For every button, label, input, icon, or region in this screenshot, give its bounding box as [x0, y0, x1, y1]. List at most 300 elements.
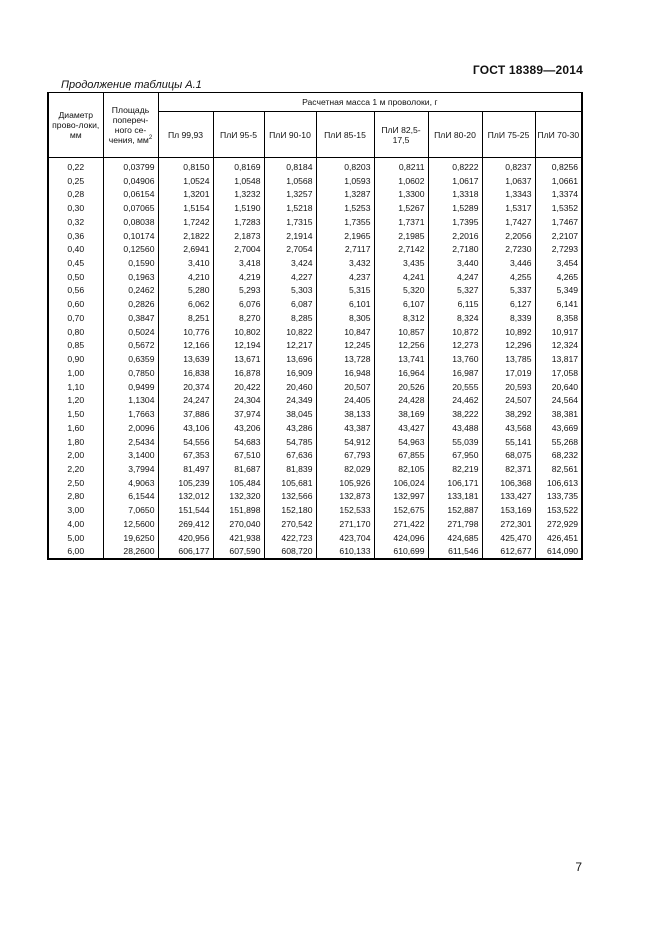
- diameter-cell: 0,25: [48, 174, 103, 188]
- mass-cell: 6,127: [482, 297, 535, 311]
- diameter-cell: 1,50: [48, 407, 103, 421]
- mass-cell: 1,7427: [482, 215, 535, 229]
- mass-cell: 1,0593: [316, 174, 374, 188]
- table-row: [48, 503, 582, 517]
- mass-cell: 2,2107: [535, 229, 582, 243]
- mass-cell: 2,2016: [428, 229, 482, 243]
- mass-cell: 68,232: [535, 448, 582, 462]
- table-row: [48, 215, 582, 229]
- table-row: [48, 462, 582, 476]
- mass-cell: 13,696: [264, 352, 316, 366]
- mass-cell: 24,564: [535, 393, 582, 407]
- mass-cell: 3,435: [374, 256, 428, 270]
- mass-cell: 3,440: [428, 256, 482, 270]
- mass-cell: 132,873: [316, 490, 374, 504]
- mass-cell: 106,171: [428, 476, 482, 490]
- mass-cell: 2,1914: [264, 229, 316, 243]
- mass-cell: 5,280: [158, 284, 213, 298]
- mass-cell: 1,3343: [482, 187, 535, 201]
- area-cell: 3,7994: [103, 462, 158, 476]
- mass-cell: 24,349: [264, 393, 316, 407]
- mass-cell: 422,723: [264, 531, 316, 545]
- mass-cell: 270,542: [264, 517, 316, 531]
- mass-cell: 106,613: [535, 476, 582, 490]
- mass-cell: 43,669: [535, 421, 582, 435]
- table-row: [48, 476, 582, 490]
- mass-cell: 43,286: [264, 421, 316, 435]
- mass-cell: 82,219: [428, 462, 482, 476]
- area-header: [103, 93, 158, 158]
- area-cell: 2,5434: [103, 435, 158, 449]
- area-cell: 0,5672: [103, 339, 158, 353]
- mass-cell: 0,8256: [535, 158, 582, 174]
- table-row: [48, 158, 582, 174]
- mass-cell: 24,247: [158, 393, 213, 407]
- table-row: [48, 531, 582, 545]
- mass-cell: 1,7283: [213, 215, 264, 229]
- mass-cell: 132,566: [264, 490, 316, 504]
- table-row: [48, 229, 582, 243]
- table-row: [48, 380, 582, 394]
- area-cell: 4,9063: [103, 476, 158, 490]
- area-header-text: Площадь попереч-ного се-чения, мм: [108, 105, 150, 145]
- mass-cell: 3,424: [264, 256, 316, 270]
- table-row: [48, 201, 582, 215]
- mass-cell: 5,349: [535, 284, 582, 298]
- mass-cell: 608,720: [264, 545, 316, 560]
- mass-cell: 38,169: [374, 407, 428, 421]
- area-cell: 0,2462: [103, 284, 158, 298]
- diameter-cell: 0,80: [48, 325, 103, 339]
- diameter-cell: 2,50: [48, 476, 103, 490]
- table-row: [48, 339, 582, 353]
- mass-cell: 2,1965: [316, 229, 374, 243]
- alloy-header: Пл 99,93: [158, 112, 213, 158]
- area-cell: 0,07065: [103, 201, 158, 215]
- mass-cell: 133,735: [535, 490, 582, 504]
- mass-cell: 13,817: [535, 352, 582, 366]
- mass-cell: 6,141: [535, 297, 582, 311]
- mass-cell: 272,301: [482, 517, 535, 531]
- mass-cell: 5,315: [316, 284, 374, 298]
- mass-cell: 10,822: [264, 325, 316, 339]
- mass-cell: 3,410: [158, 256, 213, 270]
- table-row: [48, 366, 582, 380]
- mass-cell: 132,997: [374, 490, 428, 504]
- mass-cell: 12,217: [264, 339, 316, 353]
- table-row: [48, 174, 582, 188]
- mass-cell: 614,090: [535, 545, 582, 560]
- mass-cell: 4,210: [158, 270, 213, 284]
- mass-cell: 4,227: [264, 270, 316, 284]
- mass-cell: 24,462: [428, 393, 482, 407]
- mass-cell: 37,974: [213, 407, 264, 421]
- mass-cell: 10,892: [482, 325, 535, 339]
- diameter-cell: 2,00: [48, 448, 103, 462]
- mass-cell: 81,497: [158, 462, 213, 476]
- mass-cell: 132,012: [158, 490, 213, 504]
- mass-cell: 0,8184: [264, 158, 316, 174]
- mass-cell: 5,320: [374, 284, 428, 298]
- mass-cell: 152,180: [264, 503, 316, 517]
- mass-cell: 8,270: [213, 311, 264, 325]
- diameter-cell: 1,00: [48, 366, 103, 380]
- diameter-cell: 5,00: [48, 531, 103, 545]
- mass-cell: 612,677: [482, 545, 535, 560]
- mass-cell: 43,106: [158, 421, 213, 435]
- mass-cell: 54,912: [316, 435, 374, 449]
- mass-cell: 8,358: [535, 311, 582, 325]
- mass-cell: 13,785: [482, 352, 535, 366]
- alloy-header: ПлИ 80-20: [428, 112, 482, 158]
- mass-cell: 610,699: [374, 545, 428, 560]
- mass-cell: 133,427: [482, 490, 535, 504]
- mass-cell: 13,639: [158, 352, 213, 366]
- alloy-header: ПлИ 75-25: [482, 112, 535, 158]
- mass-cell: 1,5154: [158, 201, 213, 215]
- mass-cell: 55,141: [482, 435, 535, 449]
- mass-cell: 1,5352: [535, 201, 582, 215]
- diameter-cell: 0,45: [48, 256, 103, 270]
- mass-cell: 12,256: [374, 339, 428, 353]
- mass-cell: 20,460: [264, 380, 316, 394]
- mass-cell: 82,029: [316, 462, 374, 476]
- mass-cell: 17,058: [535, 366, 582, 380]
- mass-cell: 0,8169: [213, 158, 264, 174]
- mass-cell: 10,917: [535, 325, 582, 339]
- mass-cell: 54,683: [213, 435, 264, 449]
- area-cell: 0,6359: [103, 352, 158, 366]
- diameter-cell: 1,20: [48, 393, 103, 407]
- mass-cell: 1,0617: [428, 174, 482, 188]
- mass-cell: 12,296: [482, 339, 535, 353]
- mass-cell: 3,454: [535, 256, 582, 270]
- mass-cell: 82,371: [482, 462, 535, 476]
- mass-cell: 5,293: [213, 284, 264, 298]
- mass-cell: 12,324: [535, 339, 582, 353]
- mass-cell: 2,7142: [374, 242, 428, 256]
- mass-cell: 105,926: [316, 476, 374, 490]
- mass-cell: 20,640: [535, 380, 582, 394]
- diameter-cell: 0,32: [48, 215, 103, 229]
- mass-cell: 20,507: [316, 380, 374, 394]
- mass-cell: 16,948: [316, 366, 374, 380]
- mass-cell: 1,3318: [428, 187, 482, 201]
- mass-cell: 10,802: [213, 325, 264, 339]
- mass-cell: 271,798: [428, 517, 482, 531]
- area-cell: 0,1963: [103, 270, 158, 284]
- mass-cell: 38,292: [482, 407, 535, 421]
- mass-cell: 607,590: [213, 545, 264, 560]
- mass-cell: 151,544: [158, 503, 213, 517]
- mass-cell: 13,728: [316, 352, 374, 366]
- table-row: [48, 311, 582, 325]
- mass-cell: 272,929: [535, 517, 582, 531]
- mass-cell: 67,950: [428, 448, 482, 462]
- mass-cell: 2,1985: [374, 229, 428, 243]
- diameter-cell: 3,00: [48, 503, 103, 517]
- diameter-cell: 2,20: [48, 462, 103, 476]
- diameter-cell: 0,56: [48, 284, 103, 298]
- area-cell: 0,3847: [103, 311, 158, 325]
- mass-cell: 4,255: [482, 270, 535, 284]
- mass-cell: 12,273: [428, 339, 482, 353]
- area-cell: 0,12560: [103, 242, 158, 256]
- mass-cell: 43,488: [428, 421, 482, 435]
- diameter-cell: 6,00: [48, 545, 103, 560]
- mass-cell: 105,239: [158, 476, 213, 490]
- diameter-cell: 0,85: [48, 339, 103, 353]
- table-row: [48, 407, 582, 421]
- area-cell: 0,7850: [103, 366, 158, 380]
- mass-cell: 6,087: [264, 297, 316, 311]
- mass-cell: 6,062: [158, 297, 213, 311]
- alloy-header: ПлИ 85-15: [316, 112, 374, 158]
- mass-cell: 38,381: [535, 407, 582, 421]
- mass-cell: 10,857: [374, 325, 428, 339]
- mass-cell: 10,872: [428, 325, 482, 339]
- mass-cell: 151,898: [213, 503, 264, 517]
- area-cell: 28,2600: [103, 545, 158, 560]
- mass-cell: 1,3300: [374, 187, 428, 201]
- diameter-cell: 0,40: [48, 242, 103, 256]
- mass-cell: 1,0524: [158, 174, 213, 188]
- mass-cell: 43,387: [316, 421, 374, 435]
- mass-cell: 1,7315: [264, 215, 316, 229]
- mass-cell: 421,938: [213, 531, 264, 545]
- mass-cell: 10,776: [158, 325, 213, 339]
- diameter-cell: 0,30: [48, 201, 103, 215]
- mass-cell: 12,194: [213, 339, 264, 353]
- mass-cell: 2,7117: [316, 242, 374, 256]
- area-cell: 0,08038: [103, 215, 158, 229]
- table-row: [48, 393, 582, 407]
- area-cell: 0,10174: [103, 229, 158, 243]
- mass-cell: 55,039: [428, 435, 482, 449]
- mass-cell: 81,687: [213, 462, 264, 476]
- mass-cell: 1,7467: [535, 215, 582, 229]
- mass-cell: 1,5289: [428, 201, 482, 215]
- mass-cell: 24,507: [482, 393, 535, 407]
- mass-cell: 8,324: [428, 311, 482, 325]
- area-cell: 1,7663: [103, 407, 158, 421]
- mass-cell: 17,019: [482, 366, 535, 380]
- mass-cell: 8,305: [316, 311, 374, 325]
- mass-cell: 420,956: [158, 531, 213, 545]
- mass-cell: 1,0548: [213, 174, 264, 188]
- mass-cell: 20,593: [482, 380, 535, 394]
- area-header-superscript: 2: [148, 135, 153, 142]
- table-row: [48, 270, 582, 284]
- mass-cell: 20,526: [374, 380, 428, 394]
- mass-cell: 16,909: [264, 366, 316, 380]
- mass-cell: 4,237: [316, 270, 374, 284]
- mass-cell: 1,5317: [482, 201, 535, 215]
- mass-cell: 0,8237: [482, 158, 535, 174]
- mass-cell: 68,075: [482, 448, 535, 462]
- mass-cell: 54,785: [264, 435, 316, 449]
- mass-cell: 67,855: [374, 448, 428, 462]
- mass-cell: 67,793: [316, 448, 374, 462]
- mass-cell: 271,422: [374, 517, 428, 531]
- mass-cell: 5,337: [482, 284, 535, 298]
- mass-cell: 153,522: [535, 503, 582, 517]
- diameter-cell: 1,80: [48, 435, 103, 449]
- mass-cell: 67,353: [158, 448, 213, 462]
- alloy-header: ПлИ 95-5: [213, 112, 264, 158]
- page-number: 7: [575, 860, 582, 874]
- area-cell: 7,0650: [103, 503, 158, 517]
- mass-cell: 54,963: [374, 435, 428, 449]
- mass-cell: 1,7242: [158, 215, 213, 229]
- alloy-header: ПлИ 90-10: [264, 112, 316, 158]
- diameter-cell: 0,60: [48, 297, 103, 311]
- wire-mass-table: [47, 92, 583, 560]
- mass-cell: 16,878: [213, 366, 264, 380]
- area-cell: 19,6250: [103, 531, 158, 545]
- mass-cell: 1,3201: [158, 187, 213, 201]
- mass-cell: 4,219: [213, 270, 264, 284]
- mass-cell: 54,556: [158, 435, 213, 449]
- mass-cell: 610,133: [316, 545, 374, 560]
- mass-cell: 24,428: [374, 393, 428, 407]
- area-cell: 0,06154: [103, 187, 158, 201]
- mass-cell: 425,470: [482, 531, 535, 545]
- mass-cell: 3,446: [482, 256, 535, 270]
- mass-cell: 4,241: [374, 270, 428, 284]
- area-cell: 0,04906: [103, 174, 158, 188]
- mass-cell: 81,839: [264, 462, 316, 476]
- mass-cell: 38,133: [316, 407, 374, 421]
- mass-cell: 271,170: [316, 517, 374, 531]
- table-row: [48, 297, 582, 311]
- mass-cell: 1,0602: [374, 174, 428, 188]
- mass-cell: 1,5218: [264, 201, 316, 215]
- mass-cell: 20,422: [213, 380, 264, 394]
- mass-cell: 12,245: [316, 339, 374, 353]
- mass-cell: 1,0637: [482, 174, 535, 188]
- mass-cell: 24,304: [213, 393, 264, 407]
- diameter-cell: 0,22: [48, 158, 103, 174]
- mass-cell: 106,368: [482, 476, 535, 490]
- mass-cell: 105,681: [264, 476, 316, 490]
- mass-cell: 1,7355: [316, 215, 374, 229]
- area-cell: 12,5600: [103, 517, 158, 531]
- mass-cell: 1,0661: [535, 174, 582, 188]
- mass-cell: 153,169: [482, 503, 535, 517]
- mass-cell: 82,561: [535, 462, 582, 476]
- diameter-cell: 0,36: [48, 229, 103, 243]
- mass-cell: 82,105: [374, 462, 428, 476]
- mass-cell: 24,405: [316, 393, 374, 407]
- mass-cell: 2,2056: [482, 229, 535, 243]
- mass-cell: 606,177: [158, 545, 213, 560]
- mass-cell: 424,096: [374, 531, 428, 545]
- mass-cell: 20,555: [428, 380, 482, 394]
- mass-cell: 1,3232: [213, 187, 264, 201]
- mass-cell: 43,568: [482, 421, 535, 435]
- table-row: [48, 448, 582, 462]
- mass-cell: 8,339: [482, 311, 535, 325]
- mass-cell: 3,418: [213, 256, 264, 270]
- area-cell: 2,0096: [103, 421, 158, 435]
- mass-cell: 6,107: [374, 297, 428, 311]
- mass-cell: 1,5267: [374, 201, 428, 215]
- mass-cell: 152,675: [374, 503, 428, 517]
- table-row: [48, 256, 582, 270]
- mass-cell: 4,247: [428, 270, 482, 284]
- mass-cell: 38,222: [428, 407, 482, 421]
- table-row: [48, 435, 582, 449]
- diameter-cell: 4,00: [48, 517, 103, 531]
- mass-cell: 12,166: [158, 339, 213, 353]
- mass-cell: 1,7395: [428, 215, 482, 229]
- mass-cell: 6,076: [213, 297, 264, 311]
- diameter-cell: 0,70: [48, 311, 103, 325]
- diameter-cell: 1,10: [48, 380, 103, 394]
- mass-cell: 106,024: [374, 476, 428, 490]
- mass-cell: 2,7004: [213, 242, 264, 256]
- area-cell: 0,03799: [103, 158, 158, 174]
- mass-cell: 133,181: [428, 490, 482, 504]
- mass-cell: 16,987: [428, 366, 482, 380]
- alloy-header: ПлИ 82,5-17,5: [374, 112, 428, 158]
- mass-cell: 0,8211: [374, 158, 428, 174]
- table-row: [48, 517, 582, 531]
- mass-cell: 132,320: [213, 490, 264, 504]
- mass-cell: 270,040: [213, 517, 264, 531]
- area-cell: 0,1590: [103, 256, 158, 270]
- mass-cell: 2,7054: [264, 242, 316, 256]
- document-code: ГОСТ 18389—2014: [472, 63, 583, 77]
- mass-cell: 1,5190: [213, 201, 264, 215]
- mass-cell: 2,7230: [482, 242, 535, 256]
- mass-cell: 13,671: [213, 352, 264, 366]
- mass-cell: 1,0568: [264, 174, 316, 188]
- area-cell: 0,2826: [103, 297, 158, 311]
- area-cell: 6,1544: [103, 490, 158, 504]
- mass-cell: 2,7293: [535, 242, 582, 256]
- mass-cell: 8,251: [158, 311, 213, 325]
- mass-cell: 2,6941: [158, 242, 213, 256]
- mass-cell: 10,847: [316, 325, 374, 339]
- mass-cell: 13,760: [428, 352, 482, 366]
- mass-cell: 152,533: [316, 503, 374, 517]
- mass-cell: 426,451: [535, 531, 582, 545]
- mass-cell: 67,636: [264, 448, 316, 462]
- mass-cell: 424,685: [428, 531, 482, 545]
- mass-cell: 1,5253: [316, 201, 374, 215]
- mass-cell: 269,412: [158, 517, 213, 531]
- mass-cell: 37,886: [158, 407, 213, 421]
- mass-cell: 6,101: [316, 297, 374, 311]
- mass-cell: 13,741: [374, 352, 428, 366]
- table-row: [48, 325, 582, 339]
- table-row: [48, 284, 582, 298]
- table-row: [48, 187, 582, 201]
- mass-cell: 2,7180: [428, 242, 482, 256]
- table-row: [48, 545, 582, 560]
- mass-cell: 55,268: [535, 435, 582, 449]
- area-cell: 3,1400: [103, 448, 158, 462]
- mass-cell: 43,206: [213, 421, 264, 435]
- diameter-header: Диаметр прово-локи, мм: [48, 93, 103, 158]
- mass-cell: 8,285: [264, 311, 316, 325]
- mass-cell: 8,312: [374, 311, 428, 325]
- table-row: [48, 421, 582, 435]
- mass-cell: 16,964: [374, 366, 428, 380]
- diameter-cell: 0,90: [48, 352, 103, 366]
